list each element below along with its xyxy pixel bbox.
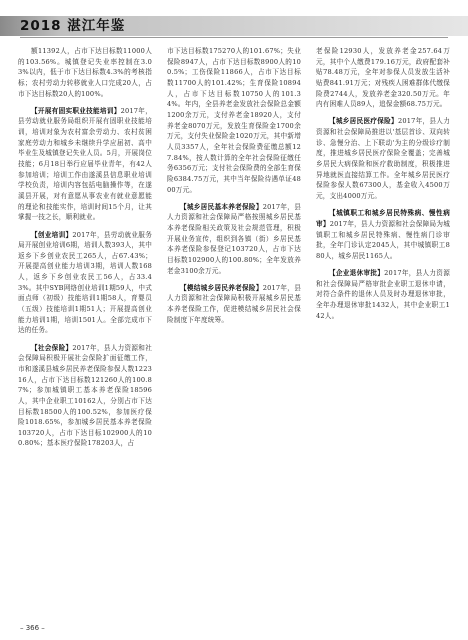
section-heading: 【开展有固实职业技能培训】	[31, 106, 121, 115]
section-heading: 【城乡居民基本养老保险】	[180, 202, 263, 211]
section-heading: 【城乡居民医疗保险】	[329, 117, 398, 126]
paragraph	[18, 230, 152, 337]
paragraph	[167, 46, 301, 195]
paragraph	[18, 343, 152, 450]
paragraph-text: 2017年，县劳动就业服务局开展创业培训6期，培训人数393人，其中返乡下乡创业农民工265人，占67.43%；开展提高创业能力培训3期，培训人数168人，返乡下乡创业农民工56人，占33.43%。其中SYB网络创业培训1期59人，中式面点师（初级）技能培训1期58人，育婴员（五级）技能培训1期51人；开展提高创业能力培训1期，培训1501人。全部完成市下达的任务。	[18, 230, 152, 335]
paragraph	[316, 46, 450, 110]
paragraph-text: 市下达目标数175270人的101.67%；失业保险8947人，占市下达目标数8900人的100.5%；工伤保险11866人，占市下达目标数11700人的101.42%；生育保险10894人，占市下达目标数10750人的101.34%。年内，全县养老金发放社会保险总金额1200余万元，支付养老金18920人，支付养老金8070万元，发放生育保险金1700余万元，支付失业保险金1020万元，其中新增人员3357人，全年社会保险费征缴总额127.84%，按人数计算的全年社会保险征缴任务6356万元；支付社会保险费的全部生育保险6384.75万元，其中当年保险待遇单证4800万元。	[167, 47, 301, 194]
section-heading: 【城镇职工和城乡居民特殊病、慢性病审】	[316, 209, 450, 228]
paragraph-text: 2017年，县人力资源和社会保障局积极开展城乡居民基本养老保险工作，促进模结城乡居民社会保险制度下年度统筹。	[167, 283, 301, 324]
paragraph	[18, 46, 152, 99]
paragraph-text: 2017年，县人力资源和社会保障局严格按照城乡居民基本养老保险相关政策及社会规范管理，积极开展业务宣传，组织到各镇（街）乡居民基本养老保险参保登记103720人，占市下达目标数102900人的100.80%；全年发放养老金3100余万元。	[167, 202, 301, 275]
paragraph	[167, 283, 301, 326]
paragraph	[167, 202, 301, 277]
paragraph-text: 2017年，县人力资源和社会保障局推进以'基层首诊、双向转诊、急慢分治、上下联动'为主的分级诊疗制度，推进城乡居民医疗保险全覆盖；完善城乡居民大病保险和医疗救助制度，积极推进异地就医直接结算工作。全年城乡居民医疗保险参保人数67300人，基金收入4500万元，支出4000万元。	[316, 117, 450, 201]
section-heading: 【模结城乡居民养老保险】	[180, 283, 263, 292]
paragraph-text: 2017年，县人力资源和社会保障局严格审批企业职工退休申请，对符合条件的退休人员及时办理退休审批，全年办理退休审批1432人，其中企业职工142人。	[316, 268, 450, 320]
text-column-3	[316, 46, 450, 616]
paragraph-text: 额11392人，占市下达目标数11000人的103.56%。城镇登记失业率控制在3.03%以内，低于市下达目标数4.3%的考核指标；农村劳动力转移就业人口完成20人，占市下达目标数20人的100%。	[18, 47, 152, 98]
paragraph	[18, 106, 152, 223]
paragraph-text: 2017年，县人力资源和社会保障局为城镇职工和城乡居民特殊病、慢性病门诊审批，全年门诊认定2045人，其中城镇职工880人，城乡居民1165人。	[316, 219, 450, 260]
paragraph-text: 2017年，县人力资源和社会保障局积极开展社会保险扩面征缴工作，市和遂溪县城乡居民养老保险参保人数122316人，占市下达目标数121260人的100.87%；参加城镇职工基本养老保险18596人，其中企业职工10162人，分别占市下达目标数18500人的100.52%，参加医疗保险1018.65%，参加城乡居民基本养老保险103720人，占市下达目标102900人的100.80%；基本医疗保险178203人，占	[18, 343, 152, 448]
text-column-1	[18, 46, 152, 616]
paragraph	[316, 116, 450, 201]
text-column-2	[167, 46, 301, 616]
page-title: 2018 湛江年鉴	[20, 18, 126, 34]
page-number: – 366 –	[20, 624, 45, 632]
section-heading: 【企业退休审批】	[329, 268, 385, 277]
paragraph-text: 老保险12930人，发放养老金257.64万元，其中个人缴费179.16万元，政府配套补贴78.48万元，全年对参保人员发放生活补贴费841.91万元；对残疾人困难群体代缴保险费2744人，发放养老金320.50万元。年内有困难人员89人，追保金额68.75万元。	[316, 47, 450, 109]
header-divider	[20, 37, 448, 38]
paragraph-text: 2017年，县劳动就业服务局组织开展有固职业技能培训，培训对象为农村富余劳动力、农村贫困家庭劳动力和城乡未继续升学应届初、高中毕业生及城镇登记失业人员。5月，开展岗位技能；6月18日举行应届毕业青年，有42人参加培训；培训工作由遂溪县信息职业培训学校负责，培训内容包括电脑操作等，在遂溪县开展，对有意愿从事农业有就业意愿能的理论和技能实作，培训时间15个月，让其掌握一技之长，顺利就业。	[18, 106, 152, 222]
paragraph	[316, 268, 450, 321]
section-heading: 【社会保险】	[31, 343, 73, 352]
paragraph	[316, 208, 450, 261]
section-heading: 【创业培训】	[31, 230, 73, 239]
